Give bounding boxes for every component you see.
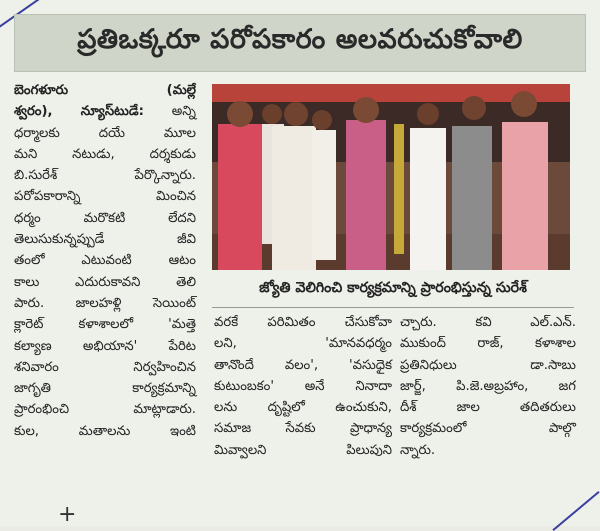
text-line: ప్రతినిధులు డా.సాబు (400, 357, 576, 373)
text-line: ధర్మాలకు దయే మూల (14, 125, 196, 141)
photo-caption: జ్యోతి వెలిగించి కార్యక్రమాన్ని ప్రారంభిస్తున్న సురేశ్ (259, 280, 527, 296)
text-line: ధర్మం మరొకటి లేదని (14, 210, 196, 226)
text-line: కాలు ఎదురుకావని తెలి (14, 274, 196, 290)
dateline: శ్వరం), న్యూస్‌టుడే: (14, 104, 144, 120)
dateline: బెంగళూరు (మల్లే (14, 83, 196, 98)
text-line: ప్రారంభించి మాట్లాడారు. (14, 402, 196, 418)
event-photo (212, 84, 570, 270)
article-column-1 (14, 80, 196, 442)
corner-mark (552, 491, 599, 531)
text-line: మని నటుడు, దర్శకుడు (14, 146, 196, 162)
text-line: సమాజ సేవకు ప్రాధాన్య (214, 421, 392, 437)
text-line: శనివారం నిర్వహించిన (14, 359, 196, 375)
text-line: మివ్వాలని పిలుపుని (214, 442, 392, 458)
text-line: జార్జ్, పి.జె.అబ్రహాం, జగ (400, 378, 576, 394)
text-line: చ్చారు. కవి ఎల్.ఎన్. (400, 315, 576, 330)
text-line: తెలుసుకున్నప్పుడే జీవి (14, 232, 196, 248)
text-fragment: అన్ని (171, 104, 196, 120)
plus-mark: + (58, 502, 77, 527)
text-line: వరకే పరిమితం చేసుకోవా (214, 315, 392, 330)
text-line: ముకుంద్ రాజ్, కళాశాల (400, 336, 576, 352)
text-line: కార్యక్రమంలో పాల్గొ (400, 421, 576, 437)
text-line: బి.సురేశ్ పేర్కొన్నారు. (14, 168, 196, 184)
text-line: తానొందే వలం', 'వసుధైక (214, 357, 392, 373)
text-line: కుల, మతాలను ఇంటి (14, 423, 196, 439)
text-line: తంలో ఎటువంటి ఆటం (14, 253, 196, 269)
text-line: క్లారెట్ కళాశాలలో 'మత్తె (14, 317, 196, 333)
text-line: కల్యాణ అభియాన' పేరిట (14, 338, 196, 354)
text-line: న్నారు. (400, 442, 436, 458)
text-line: లను దృష్టిలో ఉంచుకుని, (214, 400, 392, 416)
text-line: కుటుంబకం' అనే నినాదా (214, 378, 392, 394)
caption-divider (212, 307, 574, 308)
photo-illustration (212, 84, 570, 270)
text-line: జాగృతి కార్యక్రమాన్ని (14, 381, 196, 397)
text-line: దీశ్ జాల తదితరులు (400, 400, 576, 416)
text-line (14, 80, 196, 101)
text-line: పారు. జాలహళ్లి సెయింట్ (14, 295, 196, 311)
headline-box (14, 14, 586, 72)
article-column-2 (214, 312, 392, 461)
headline: ప్రతిఒక్కరూ పరోపకారం అలవరుచుకోవాలి (77, 24, 523, 55)
text-line: పరోపకారాన్ని మించిన (14, 189, 196, 205)
article-column-3 (400, 312, 576, 461)
text-line: లని, 'మానవధర్మం (214, 336, 392, 352)
text-line (14, 101, 196, 122)
